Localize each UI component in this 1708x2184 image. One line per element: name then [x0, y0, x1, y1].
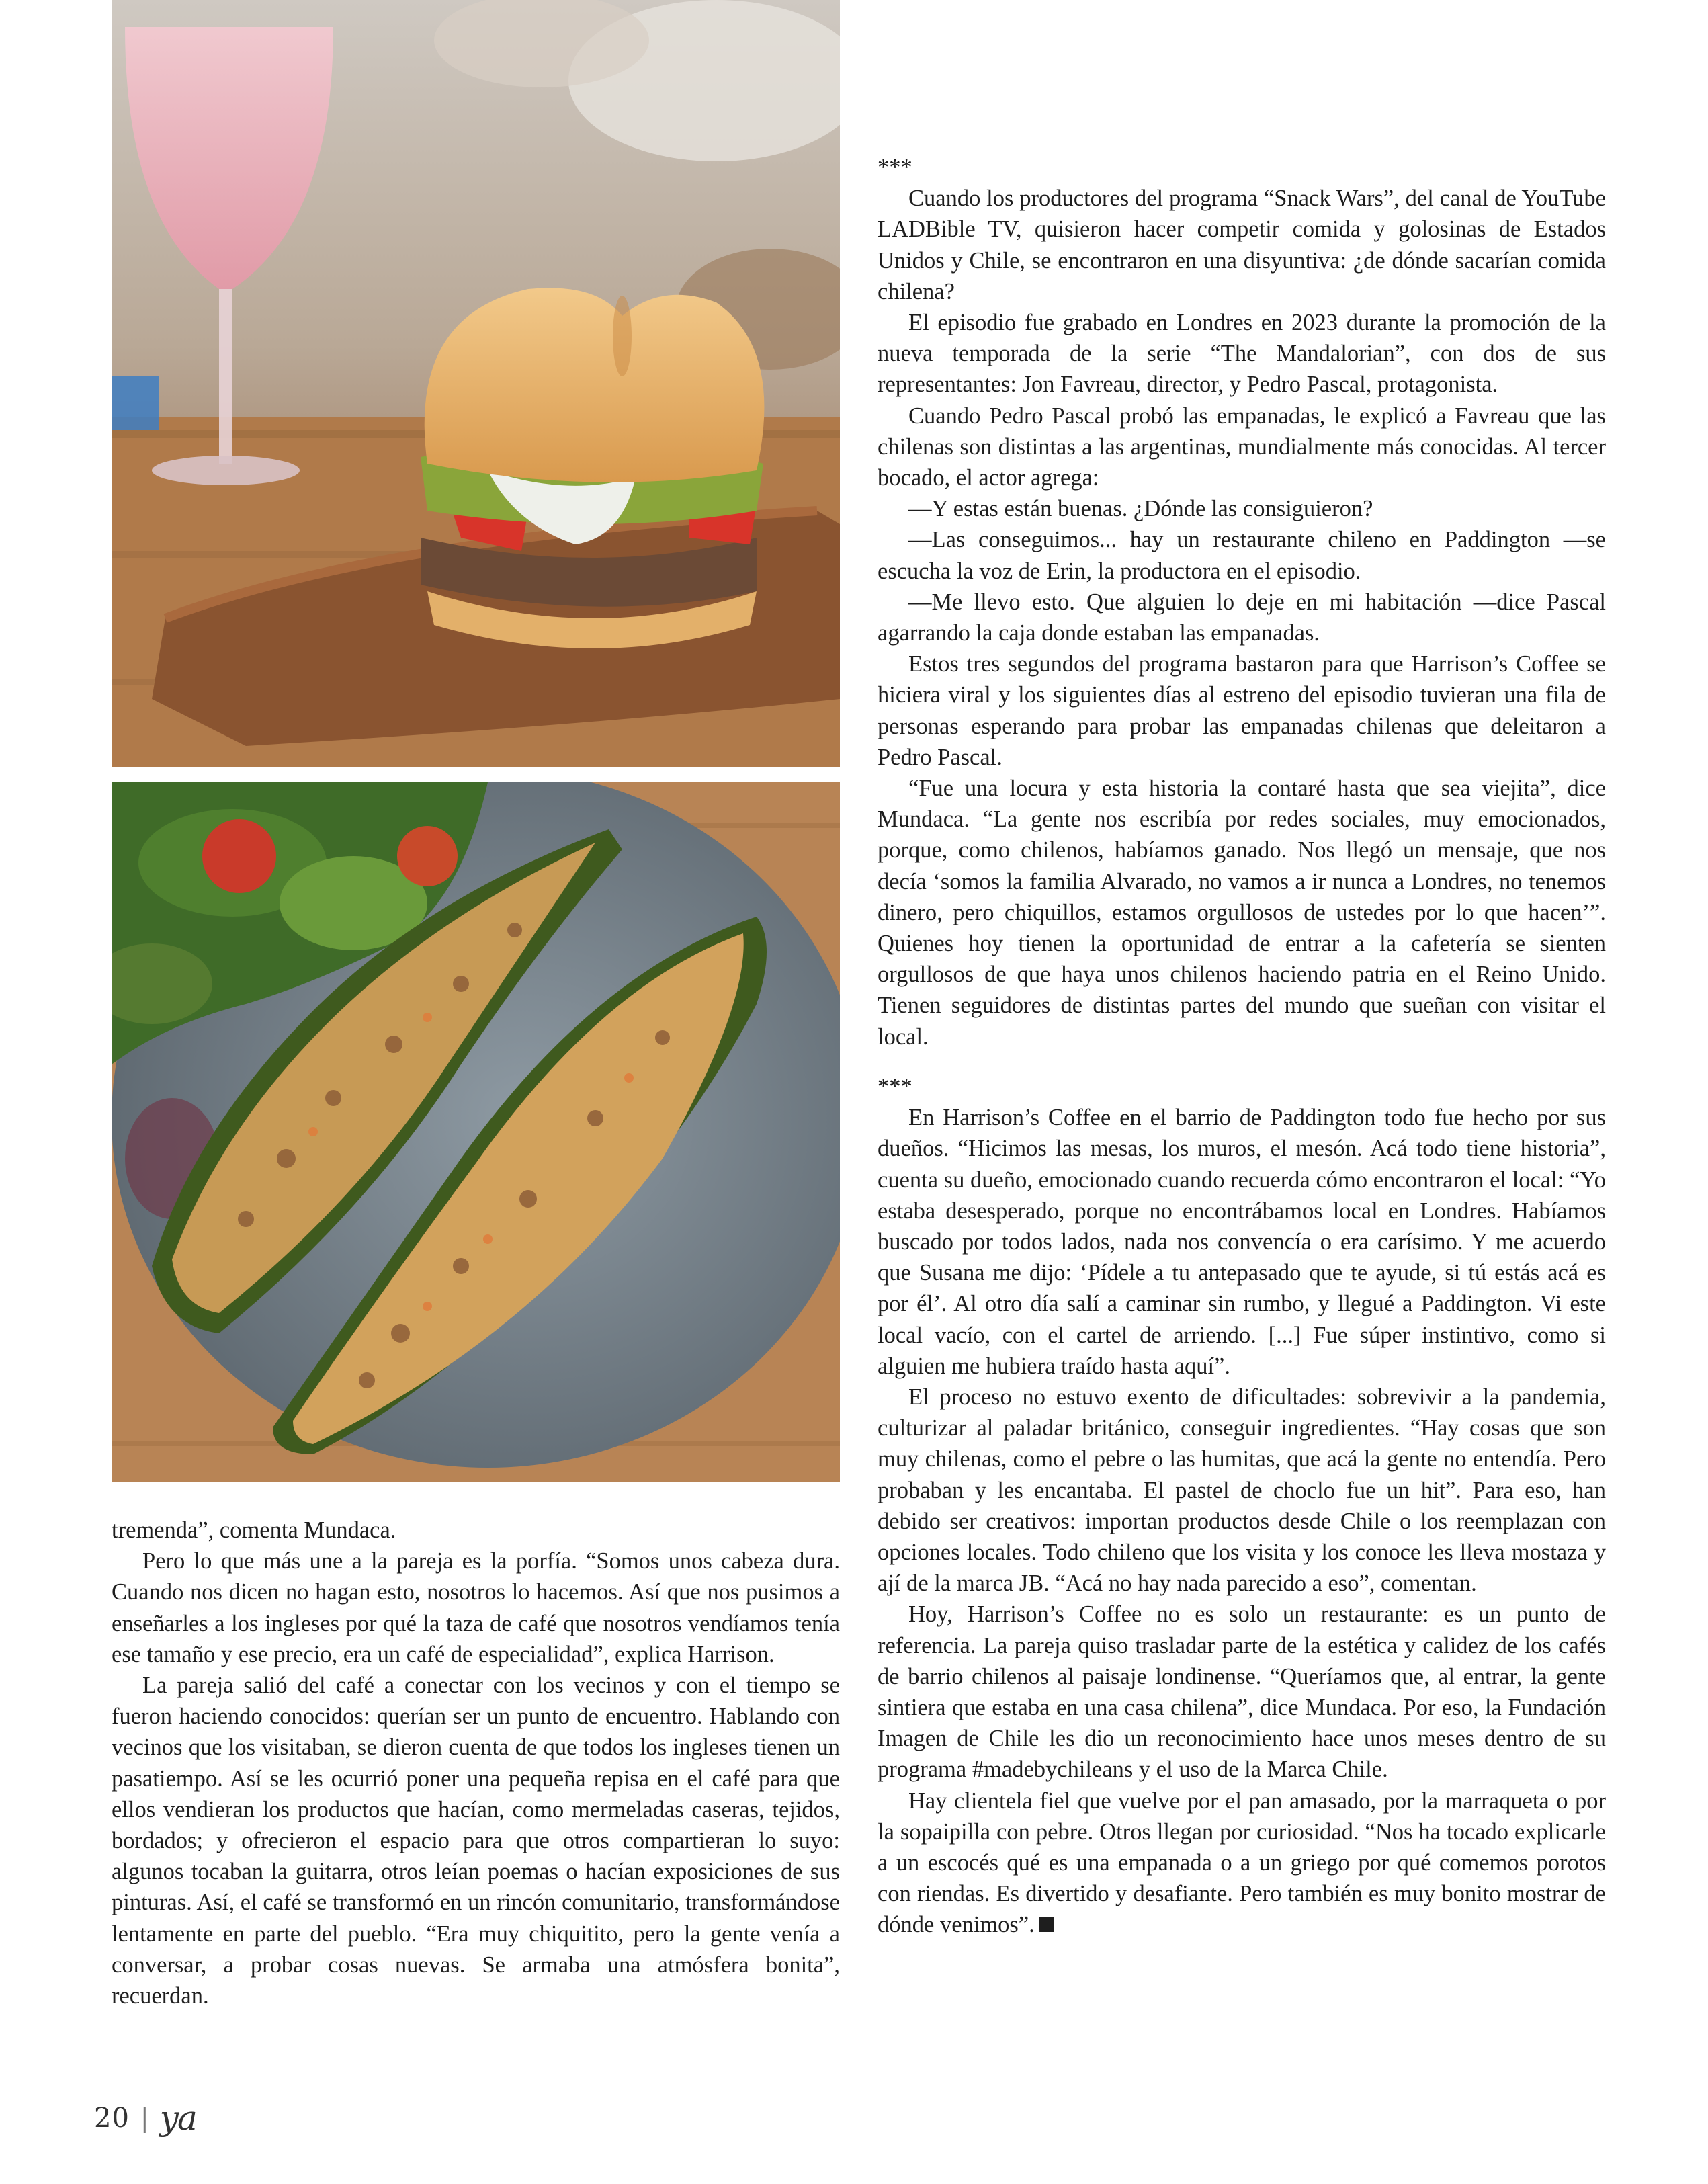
paragraph: En Harrison’s Coffee en el barrio de Paddington todo fue hecho por sus dueños. “Hicimos las mesas, los muros, el mesón. Acá todo tiene historia”, cuenta su dueño, emocionado cuando recuerda cómo encontraron el local: “Yo estaba desesperado, porque no encontrábamos local en Londres. Habíamos buscado por todos lados, nada nos convencía o era carísimo. Y me acuerdo que Susana me dijo: ‘Pídele a tu antepasado que te ayude, si tú estás acá es por él’. Al otro día salí a caminar sin rumbo, y llegué a Paddington. Vi este local vacío, con el cartel de arriendo. [...] Fue súper instintivo, como si alguien me hubiera traído hasta aquí”. — [878, 1105, 1606, 1379]
page-footer — [94, 2098, 196, 2138]
stuffed-zucchini-photo — [112, 782, 840, 1482]
paragraph: “Fue una locura y esta historia la contaré hasta que sea viejita”, dice Mundaca. “La gente nos escribía por redes sociales, muy emocionados, porque, como chilenos, habíamos ganado. Nos llegó un mensaje, que nos decía ‘somos la familia Alvarado, no vamos a ir nunca a Londres, no tenemos dinero, pero chiquillos, estamos orgullosos de ustedes por lo que hacen’”. Quienes hoy tienen la oportunidad de entrar a la cafetería se sienten orgullosos de que haya unos chilenos haciendo patria en el Reino Unido. Tienen seguidores de distintas partes del mundo que sueñan con visitar el local. — [878, 775, 1606, 1050]
paragraph: La pareja salió del café a conectar con los vecinos y con el tiempo se fueron haciendo conocidos: querían ser un punto de encuentro. Hablando con vecinos que los visitaban, se dieron cuenta de que todos los ingleses tienen un pasatiempo. Así se les ocurrió poner una pequeña repisa en el café para que ellos vendieran los productos que hacían, como mermeladas caseras, tejidos, bordados; y ofrecieron el espacio para que otros compartieran lo suyo: algunos tocaban la guitarra, otros leían poemas o hacían exposiciones de sus pinturas. Así, el café se transformó en un rincón comunitario, transformándose lentamente en parte del pueblo. “Era muy chiquitito, pero la gente venía a conversar, a probar cosas nuevas. Se armaba una atmósfera bonita”, recuerdan. — [112, 1673, 840, 2009]
paragraph: El episodio fue grabado en Londres en 2023 durante la promoción de la nueva temporada de la serie “The Mandalorian”, con dos de sus representantes: Jon Favreau, director, y Pedro Pascal, protagonista. — [878, 310, 1606, 398]
paragraph: Cuando los productores del programa “Snack Wars”, del canal de YouTube LADBible TV, quisieron hacer competir comida y golosinas de Estados Unidos y Chile, se encontraron en una disyuntiva: ¿de dónde sacarían comida chilena? — [878, 185, 1606, 304]
paragraph — [878, 1786, 1606, 1941]
paragraph: tremenda”, comenta Mundaca. — [112, 1517, 396, 1543]
section-separator: *** — [878, 1073, 912, 1099]
left-column — [112, 1515, 840, 2011]
chilean-sandwich-photo — [112, 0, 840, 767]
footer-separator: | — [140, 2103, 149, 2133]
end-mark-icon — [1039, 1917, 1054, 1932]
paragraph: El proceso no estuvo exento de dificultades: sobrevivir a la pandemia, culturizar al paladar británico, conseguir ingredientes. “Hay cosas que son muy chilenas, como el pebre o las humitas, que acá la gente no entendía. Pero probaban y les encantaba. El pastel de choclo fue un hit”. Para eso, han debido ser creativos: importan productos desde Chile o los reemplazan con opciones locales. Todo chileno que los visita y los conoce les lleva mostaza y ají de la marca JB. “Acá no hay nada parecido a eso”, comentan. — [878, 1384, 1606, 1597]
right-column — [878, 152, 1606, 1941]
paragraph: Cuando Pedro Pascal probó las empanadas, le explicó a Favreau que las chilenas son distintas a las argentinas, mundialmente más conocidas. Al tercer bocado, el actor agrega: — [878, 403, 1606, 491]
magazine-logo: ya — [159, 2099, 196, 2138]
paragraph: —Me llevo esto. Que alguien lo deje en mi habitación —dice Pascal agarrando la caja donde estaban las empanadas. — [878, 589, 1606, 646]
paragraph: —Las conseguimos... hay un restaurante chileno en Paddington —se escucha la voz de Erin, la productora en el episodio. — [878, 527, 1606, 584]
paragraph: Hoy, Harrison’s Coffee no es solo un restaurante: es un punto de referencia. La pareja quiso trasladar parte de la estética y calidez de los cafés de barrio chilenos al paisaje londinense. “Queríamos que, al entrar, la gente sintiera que estaba en una casa chilena”, dice Mundaca. Por eso, la Fundación Imagen de Chile les dio un reconocimiento hace unos meses dentro de su programa #madebychileans y el uso de la Marca Chile. — [878, 1601, 1606, 1783]
paragraph: —Y estas están buenas. ¿Dónde las consiguieron? — [908, 496, 1373, 522]
page-number: 20 — [94, 2103, 130, 2134]
paragraph: Pero lo que más une a la pareja es la porfía. “Somos unos cabeza dura. Cuando nos dicen no hagan esto, nosotros lo hacemos. Así que nos pusimos a enseñarles a los ingleses por qué la taza de café que nosotros vendíamos tenía ese tamaño y ese precio, era un café de especialidad”, explica Harrison. — [112, 1548, 840, 1667]
section-separator: *** — [878, 155, 912, 180]
paragraph-text: Hay clientela fiel que vuelve por el pan amasado, por la marraqueta o por la sopaipilla con pebre. Otros llegan por curiosidad. “Nos ha tocado explicarle a un escocés qué es una empanada o a un griego por qué comemos porotos con riendas. Es divertido y desafiante. Pero también es muy bonito mostrar de dónde venimos”. — [878, 1788, 1606, 1938]
paragraph: Estos tres segundos del programa bastaron para que Harrison’s Coffee se hiciera viral y los siguientes días al estreno del episodio tuvieran una fila de personas esperando para probar las empanadas chilenas que deleitaron a Pedro Pascal. — [878, 651, 1606, 770]
